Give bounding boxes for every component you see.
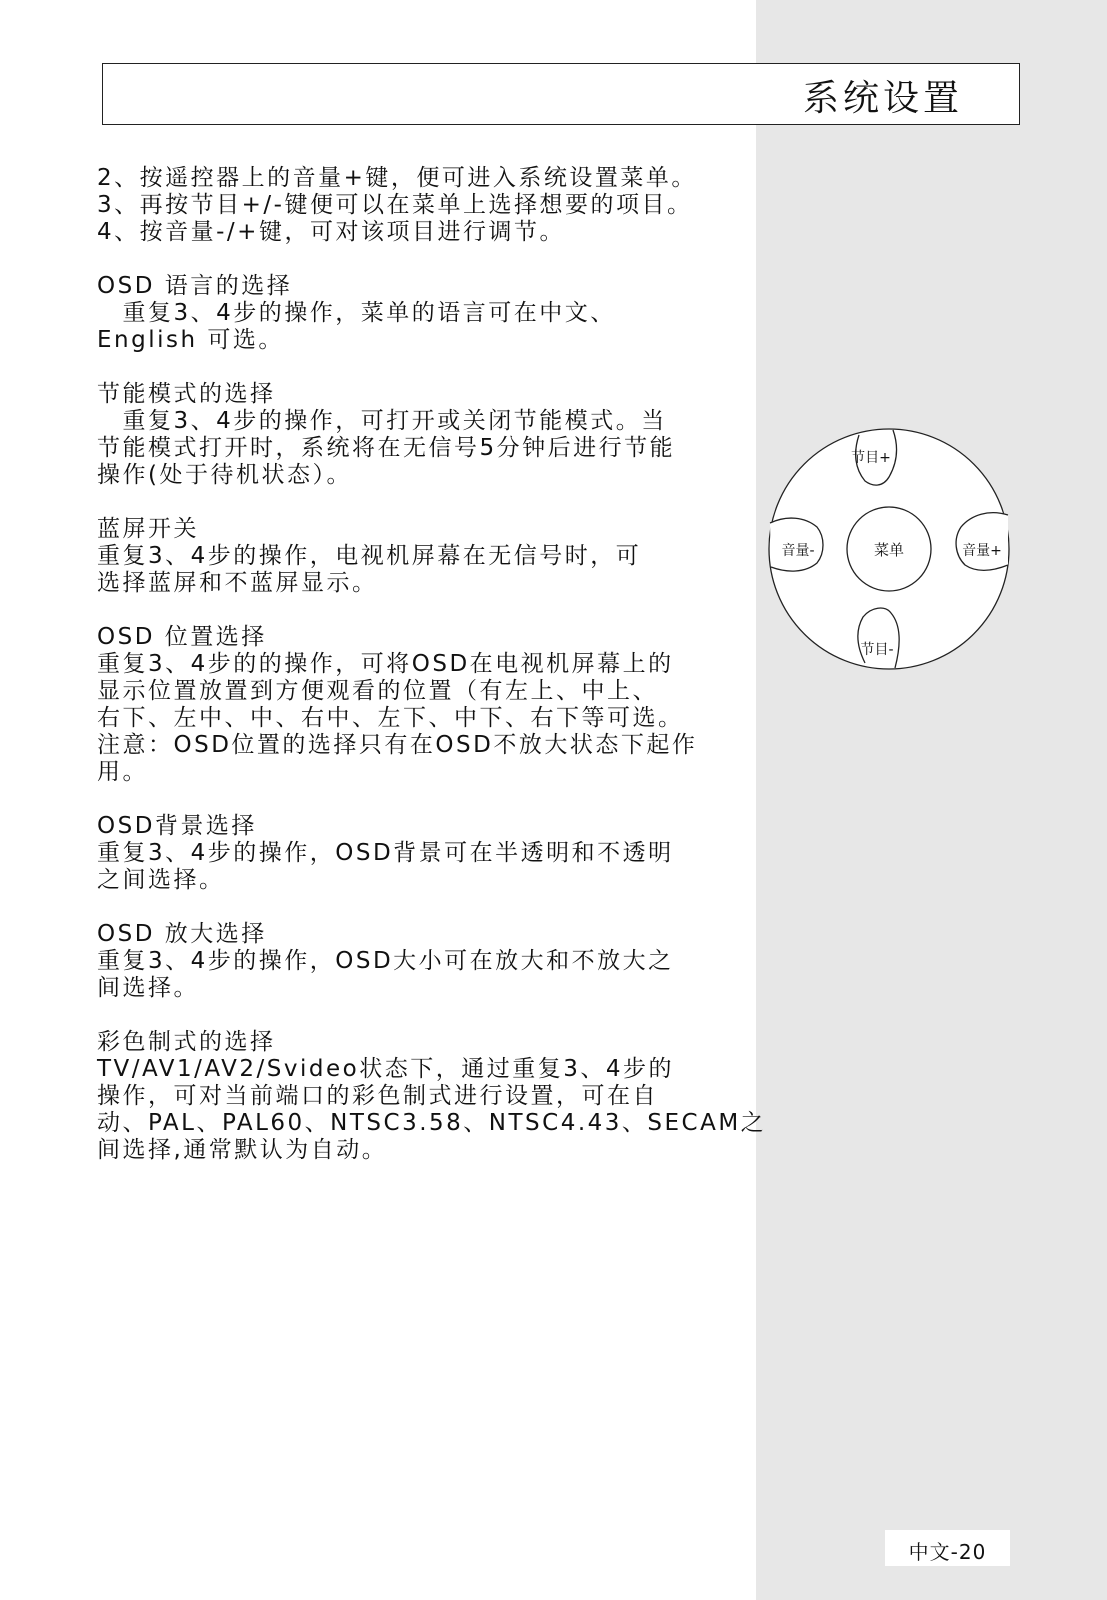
page-title: 系统设置 bbox=[802, 78, 963, 119]
section-osd-language bbox=[97, 273, 777, 354]
section-body: 重复3、4步的操作，OSD背景可在半透明和不透明 之间选择。 bbox=[97, 840, 674, 893]
section-heading: OSD背景选择 bbox=[97, 813, 257, 839]
section-heading: 彩色制式的选择 bbox=[97, 1029, 276, 1055]
channel-down-button-shape bbox=[858, 608, 899, 668]
section-body: 重复3、4步的的操作，可将OSD在电视机屏幕上的 显示位置放置到方便观看的位置（有左上、中上、 右下、左中、中、右中、左下、中下、右下等可选。 注意：OSD位置的选择只有在OSD不放大状态下起作 用。 bbox=[97, 651, 698, 785]
section-body: 重复3、4步的操作，电视机屏幕在无信号时，可 选择蓝屏和不蓝屏显示。 bbox=[97, 543, 642, 596]
section-blue-screen bbox=[97, 516, 777, 597]
section-osd-background bbox=[97, 813, 777, 894]
channel-up-label: 节目+ bbox=[851, 450, 891, 466]
section-heading: 节能模式的选择 bbox=[97, 381, 276, 407]
section-heading: 蓝屏开关 bbox=[97, 516, 199, 542]
section-heading: OSD 位置选择 bbox=[97, 624, 267, 650]
remote-control-diagram bbox=[767, 427, 1011, 671]
section-body: 重复3、4步的操作，菜单的语言可在中文、 English 可选。 bbox=[97, 300, 616, 353]
side-panel bbox=[756, 0, 1107, 1600]
section-body: TV/AV1/AV2/Svideo状态下，通过重复3、4步的 操作，可对当前端口的彩色制式进行设置，可在自 动、PAL、PAL60、NTSC3.58、NTSC4.43、SECAM之 间选择,通常默认为自动。 bbox=[97, 1056, 767, 1163]
section-osd-position bbox=[97, 624, 777, 786]
section-heading: OSD 语言的选择 bbox=[97, 273, 293, 299]
menu-label: 菜单 bbox=[873, 541, 905, 559]
volume-down-label: 音量- bbox=[781, 543, 815, 559]
intro-step-2: 2、按遥控器上的音量+键，便可进入系统设置菜单。 bbox=[97, 165, 697, 191]
instructions bbox=[97, 165, 777, 1164]
section-power-saving bbox=[97, 381, 777, 489]
header-box bbox=[102, 63, 1020, 125]
intro-step-3: 3、再按节目+/-键便可以在菜单上选择想要的项目。 bbox=[97, 192, 693, 218]
section-color-system bbox=[97, 1029, 777, 1164]
intro-step-4: 4、按音量-/+键，可对该项目进行调节。 bbox=[97, 219, 565, 245]
section-body: 重复3、4步的操作，OSD大小可在放大和不放大之 间选择。 bbox=[97, 948, 674, 1001]
section-heading: OSD 放大选择 bbox=[97, 921, 267, 947]
page-number: 中文-20 bbox=[908, 1540, 987, 1564]
volume-up-label: 音量+ bbox=[962, 543, 1002, 559]
section-body: 重复3、4步的操作，可打开或关闭节能模式。当 节能模式打开时，系统将在无信号5分钟后进行节能 操作(处于待机状态）。 bbox=[97, 408, 676, 488]
page-number-box bbox=[885, 1530, 1010, 1566]
section-osd-zoom bbox=[97, 921, 777, 1002]
channel-down-label: 节目- bbox=[860, 642, 894, 658]
